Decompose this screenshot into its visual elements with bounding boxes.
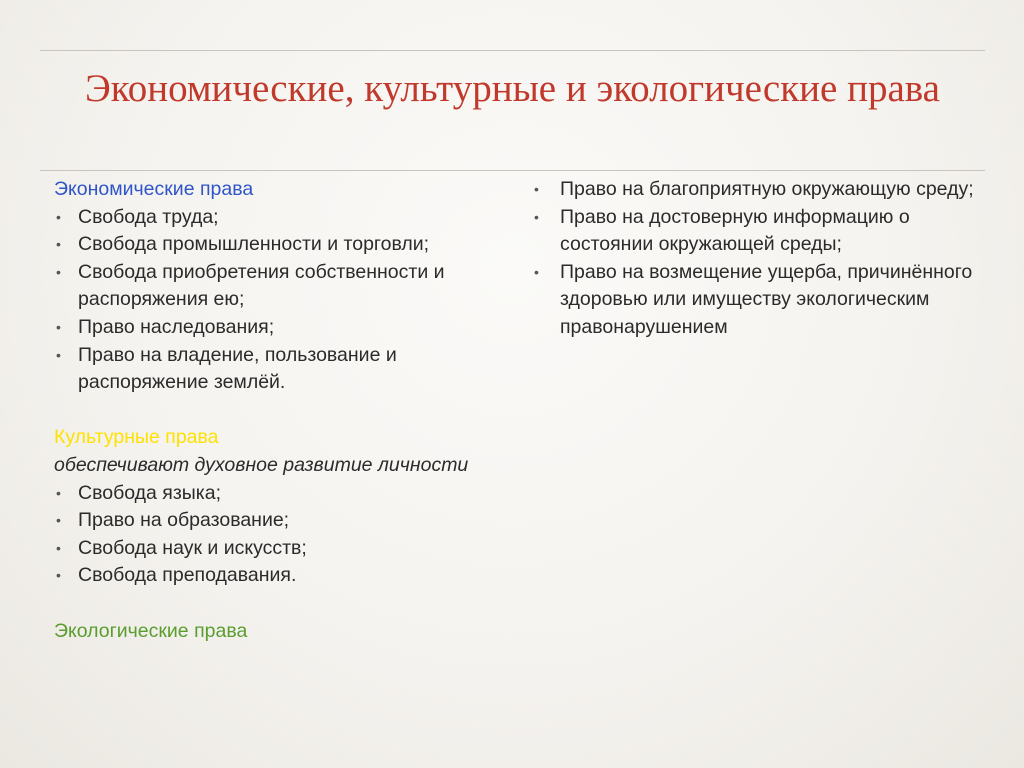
bullet-icon: • [56,484,61,501]
economic-rights-heading: Экономические права [54,178,254,200]
bullet-icon: • [56,263,61,280]
list-item-text: Свобода промышленности и торговли; [78,233,430,256]
cultural-rights-intro: обеспечивают духовное развитие личности [54,453,469,476]
list-item-text: Свобода труда; [78,205,219,228]
list-item-text: Свобода преподавания. [78,564,297,587]
ecological-rights-heading: Экологические права [54,619,248,642]
list-item [54,204,494,232]
bullet-icon: • [56,208,61,225]
slide-title: Экономические, культурные и экологические права [85,67,940,110]
economic-rights-list [54,204,494,397]
list-item-text: Право на достоверную информацию о состоянии окружающей среды; [560,205,910,256]
list-item [54,314,494,342]
list-item [54,562,494,590]
list-item-text: Свобода языка; [78,481,222,504]
ecological-rights-list [534,176,974,342]
list-item-text: Право на возмещение ущерба, причинённого здоровью или имуществу экологическим правонарушением [560,260,973,338]
list-item-text: Свобода приобретения собственности и распоряжения ею; [78,260,445,311]
title-divider [40,170,985,171]
list-item [534,204,974,259]
spacer [54,590,494,618]
list-item [54,535,494,563]
bullet-icon: • [534,263,539,280]
cultural-rights-heading: Культурные права [54,426,219,449]
list-item [54,231,494,259]
list-item-text: Право на образование; [78,509,290,532]
bullet-icon: • [56,346,61,363]
list-item-text: Право на благоприятную окружающую среду; [560,178,974,200]
left-column [54,176,494,645]
bullet-icon: • [56,236,61,253]
list-item [54,507,494,535]
list-item [54,342,494,397]
list-item [534,259,974,342]
list-item-text: Свобода наук и искусств; [78,536,307,559]
list-item [534,176,974,204]
bullet-icon: • [56,567,61,584]
bullet-icon: • [534,208,539,225]
right-column [534,176,974,342]
top-divider [40,50,985,51]
list-item-text: Право наследования; [78,315,275,338]
cultural-rights-list [54,480,494,590]
list-item [54,480,494,508]
list-item-text: Право на владение, пользование и распоряжение землёй. [78,343,397,394]
bullet-icon: • [56,539,61,556]
bullet-icon: • [56,512,61,529]
bullet-icon: • [56,318,61,335]
spacer [54,397,494,425]
list-item [54,259,494,314]
bullet-icon: • [534,181,539,197]
